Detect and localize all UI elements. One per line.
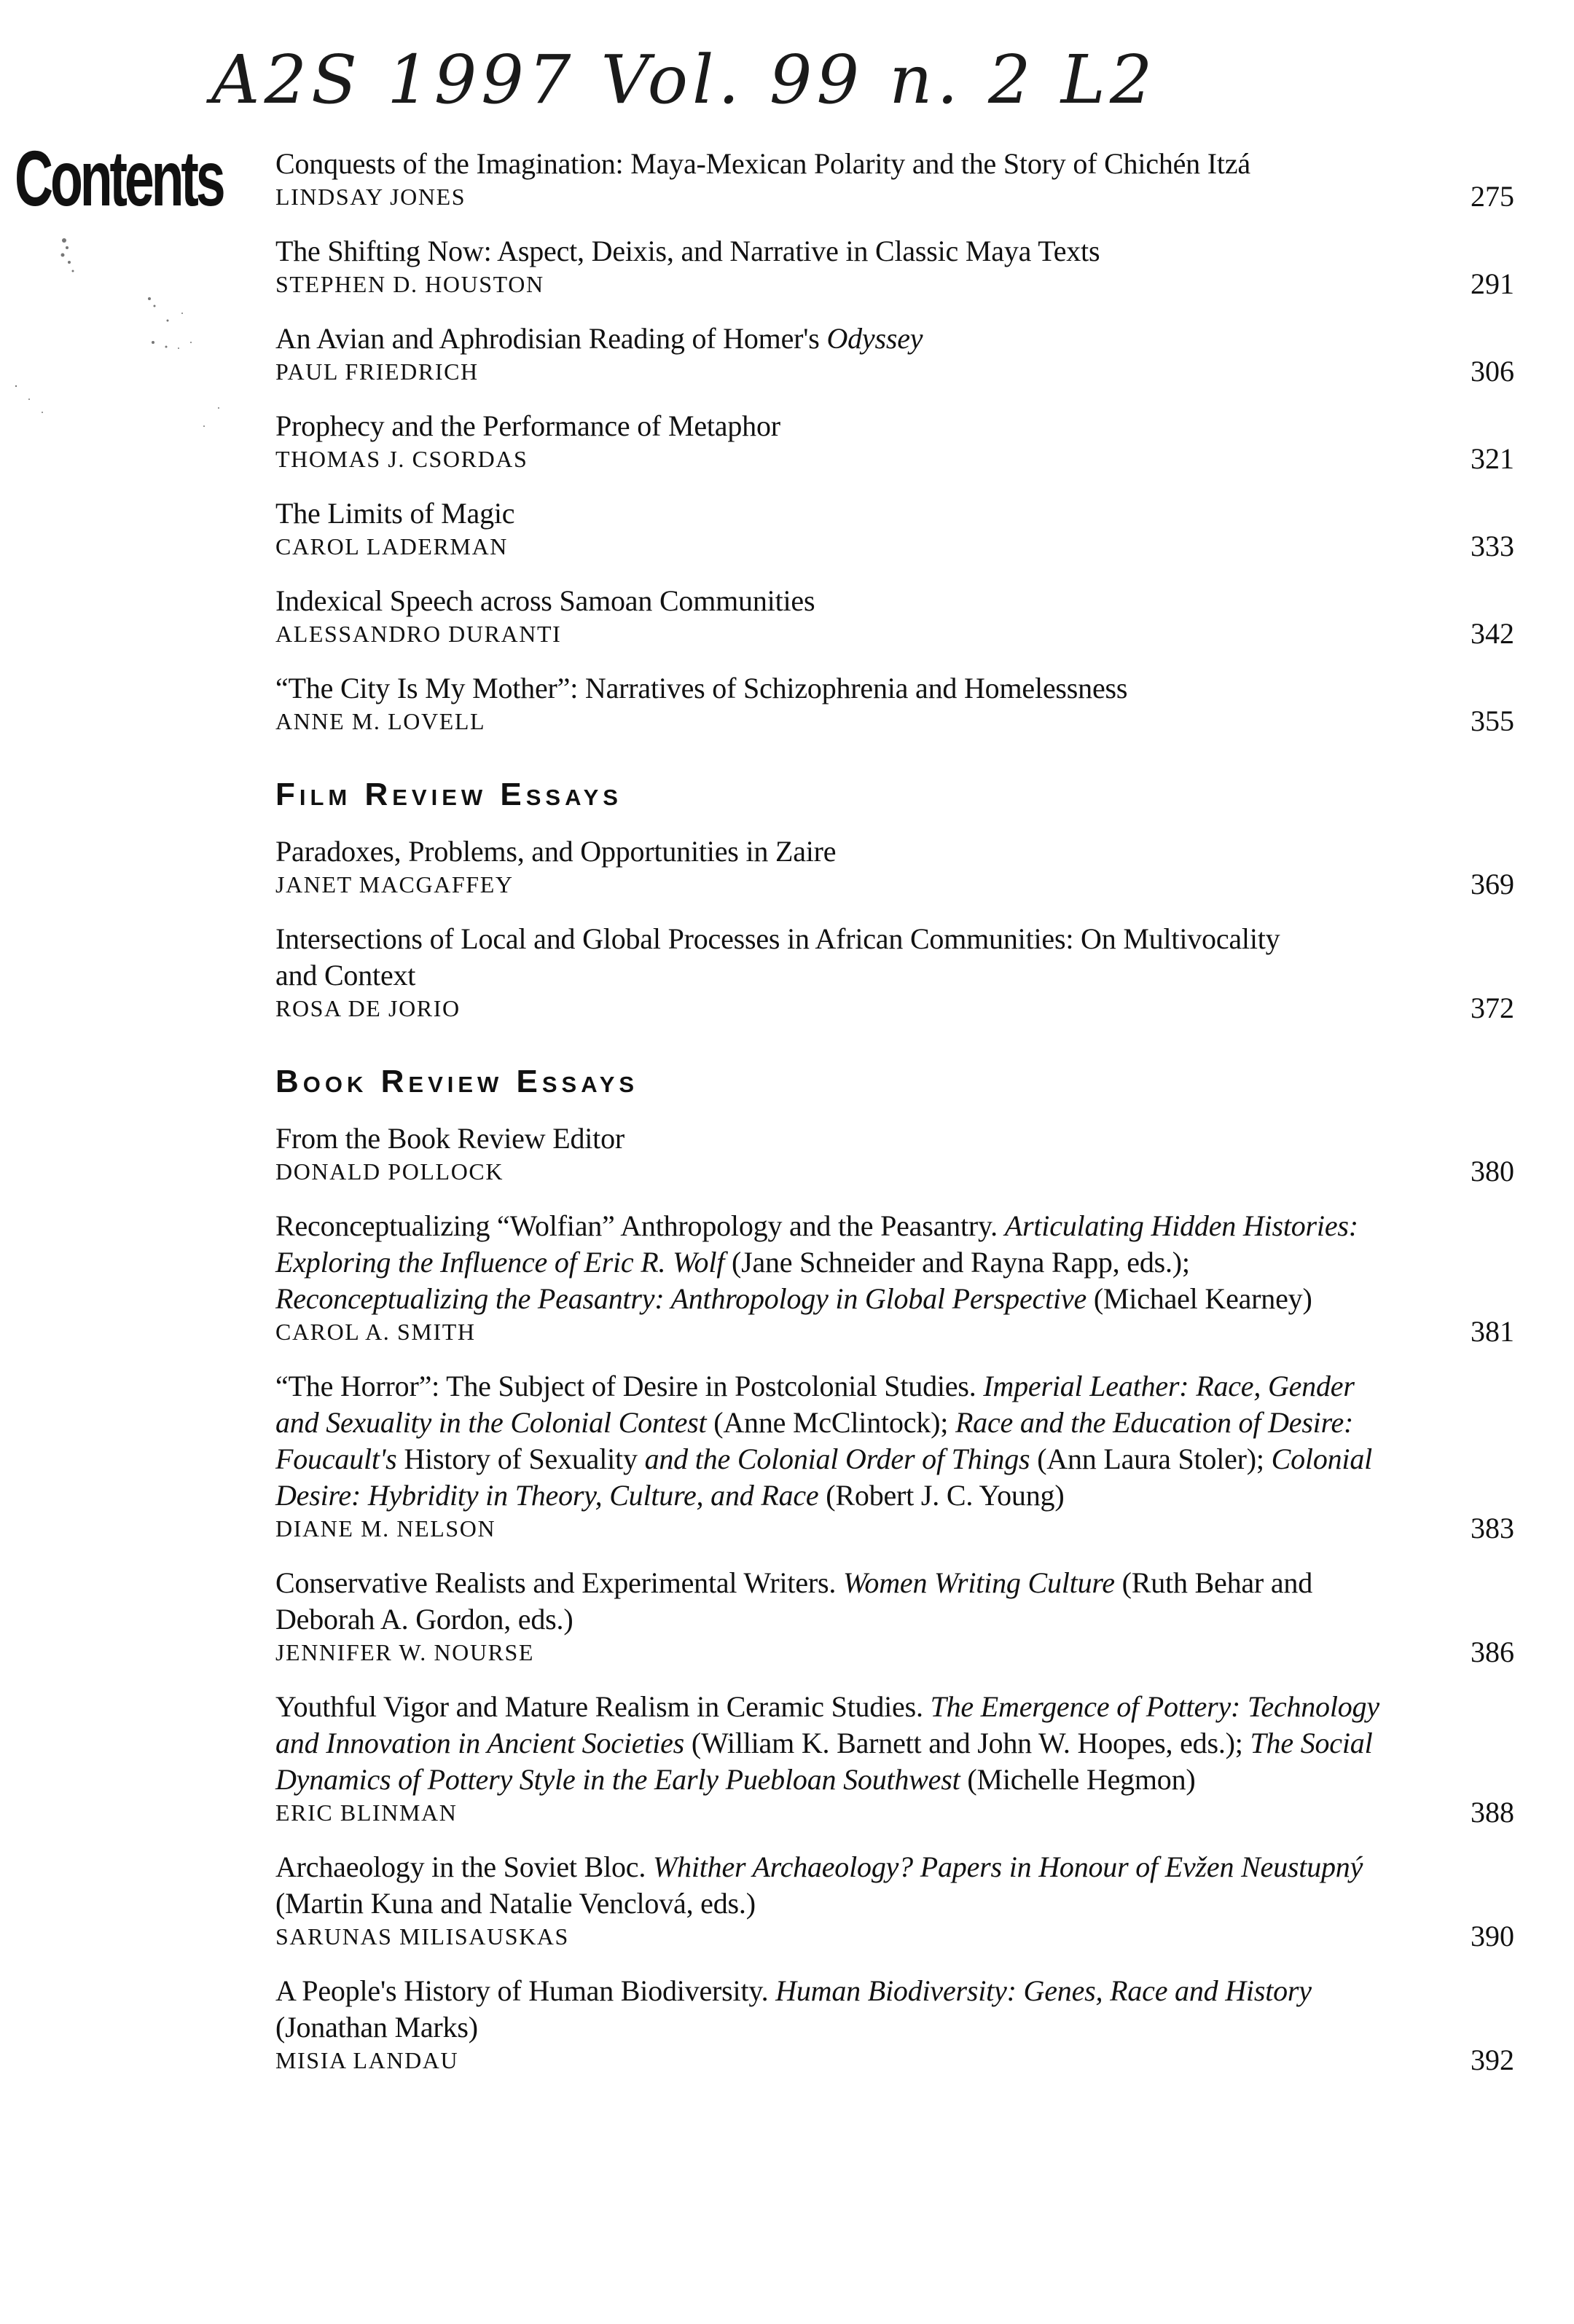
entry-book-title: Reconceptualizing the Peasantry: Anthropology in Global Perspective (275, 1282, 1087, 1315)
table-of-contents (275, 146, 1514, 2097)
handwritten-call-number: A2S 1997 Vol. 99 n. 2 L2 (211, 41, 1157, 119)
entry-author: ROSA DE JORIO (275, 995, 461, 1021)
entry-book-title: Women Writing Culture (842, 1566, 1115, 1599)
entry-title-text: (Jonathan Marks) (275, 2011, 478, 2044)
entry-page-number: 355 (1471, 704, 1514, 737)
entry-author: JANET MACGAFFEY (275, 871, 514, 898)
entry-title: Indexical Speech across Samoan Communities (275, 584, 815, 617)
scan-specks (0, 0, 291, 510)
list-item[interactable] (275, 233, 1514, 299)
entry-book-title: The Emergence of Pottery: Technology and Innovation in Ancient Societies (275, 1690, 1379, 1759)
entry-title: Intersections of Local and Global Processes in African Communities: On Multivocality and Context (275, 922, 1280, 992)
entry-title (275, 1368, 1398, 1514)
entry-book-title: and the Colonial Order of Things (637, 1442, 1030, 1475)
entry-author: MISIA LANDAU (275, 2047, 459, 2073)
entry-title-text: (Michael Kearney) (1086, 1282, 1312, 1315)
entry-page-number: 275 (1471, 180, 1514, 213)
entry-author: ANNE M. LOVELL (275, 708, 486, 734)
section-heading-book-review: Book Review Essays (275, 1064, 639, 1099)
entry-book-title: The Social Dynamics of Pottery Style in the Early Puebloan Southwest (275, 1727, 1373, 1796)
entry-author: LINDSAY JONES (275, 184, 466, 210)
entry-title (275, 1689, 1398, 1798)
entry-title: Conquests of the Imagination: Maya-Mexican Polarity and the Story of Chichén Itzá (275, 147, 1250, 180)
list-item[interactable] (275, 670, 1514, 736)
entry-page-number: 291 (1471, 267, 1514, 300)
list-item[interactable] (275, 495, 1514, 561)
entry-title-text: (Robert J. C. Young) (818, 1479, 1065, 1512)
entry-title (275, 1973, 1398, 2046)
list-item[interactable] (275, 321, 1514, 386)
entry-author: ERIC BLINMAN (275, 1799, 458, 1826)
entry-book-title: Articulating Hidden Histories: Exploring the Influence of Eric R. Wolf (275, 1209, 1358, 1279)
entry-author: DIANE M. NELSON (275, 1515, 496, 1542)
entry-title: Prophecy and the Performance of Metaphor (275, 409, 780, 442)
list-item[interactable] (275, 1849, 1514, 1951)
entry-page-number: 342 (1471, 617, 1514, 650)
entry-book-title: Imperial Leather: Race, Gender and Sexuality in the Colonial Contest (275, 1370, 1355, 1439)
entry-book-title: Colonial Desire: Hybridity in Theory, Culture, and Race (275, 1442, 1373, 1512)
list-item[interactable] (275, 146, 1514, 211)
entry-author: PAUL FRIEDRICH (275, 358, 479, 385)
list-item[interactable] (275, 833, 1514, 899)
entry-author: ALESSANDRO DURANTI (275, 621, 562, 647)
entry-title-text: Archaeology in the Soviet Bloc. (275, 1850, 653, 1883)
entry-page-number: 380 (1471, 1155, 1514, 1187)
entry-book-title: Race and the Education of Desire: Foucault's (275, 1406, 1354, 1475)
entry-title-text: An Avian and Aphrodisian Reading of Homer's (275, 322, 827, 355)
entry-author: CAROL LADERMAN (275, 533, 508, 560)
list-item[interactable] (275, 408, 1514, 474)
entry-author: CAROL A. SMITH (275, 1319, 476, 1345)
entry-title-text: Reconceptualizing “Wolfian” Anthropology and the Peasantry. (275, 1209, 1005, 1242)
entry-book-title: Whither Archaeology? Papers in Honour of Evžen Neustupný (652, 1850, 1363, 1883)
entry-author: DONALD POLLOCK (275, 1158, 504, 1185)
entry-page-number: 381 (1471, 1315, 1514, 1348)
list-item[interactable] (275, 1368, 1514, 1543)
entry-title-text: (Ruth Behar and Deborah A. Gordon, eds.) (275, 1566, 1313, 1636)
entry-title-italic: Odyssey (826, 322, 923, 355)
entry-book-title: Human Biodiversity: Genes, Race and History (775, 1974, 1312, 2007)
list-item[interactable] (275, 1565, 1514, 1667)
entry-page-number: 383 (1471, 1512, 1514, 1544)
entry-author: SARUNAS MILISAUSKAS (275, 1923, 569, 1950)
entry-page-number: 369 (1471, 868, 1514, 900)
list-item[interactable] (275, 1973, 1514, 2075)
entry-page-number: 388 (1471, 1796, 1514, 1829)
entry-title: The Limits of Magic (275, 497, 515, 530)
entry-page-number: 386 (1471, 1636, 1514, 1668)
entry-author: STEPHEN D. HOUSTON (275, 271, 544, 297)
list-item[interactable] (275, 1120, 1514, 1186)
entry-page-number: 372 (1471, 992, 1514, 1024)
section-heading-film-review: Film Review Essays (275, 777, 622, 812)
entry-page-number: 306 (1471, 355, 1514, 388)
entry-page-number: 321 (1471, 442, 1514, 475)
entry-title-text: Youthful Vigor and Mature Realism in Ceramic Studies. (275, 1690, 931, 1723)
entry-author: JENNIFER W. NOURSE (275, 1639, 535, 1665)
list-item[interactable] (275, 1689, 1514, 1827)
entry-title: The Shifting Now: Aspect, Deixis, and Narrative in Classic Maya Texts (275, 235, 1100, 267)
entry-title: From the Book Review Editor (275, 1122, 624, 1155)
entry-title-text: History of Sexuality (404, 1442, 638, 1475)
entry-title (275, 321, 1398, 357)
entry-title-text: “The Horror”: The Subject of Desire in Postcolonial Studies. (275, 1370, 984, 1402)
entry-page-number: 392 (1471, 2044, 1514, 2076)
entry-title-text: (Michelle Hegmon) (960, 1763, 1196, 1796)
entry-title (275, 1849, 1398, 1922)
entry-title (275, 1565, 1398, 1638)
entry-page-number: 333 (1471, 530, 1514, 562)
entry-page-number: 390 (1471, 1920, 1514, 1952)
entry-title-text: (Anne McClintock); (706, 1406, 955, 1439)
entry-title-text: (Jane Schneider and Rayna Rapp, eds.); (724, 1246, 1190, 1279)
list-item[interactable] (275, 1208, 1514, 1346)
list-item[interactable] (275, 583, 1514, 648)
page-title: Contents (15, 134, 223, 222)
entry-title-text: (Ann Laura Stoler); (1030, 1442, 1272, 1475)
entry-author: THOMAS J. CSORDAS (275, 446, 528, 472)
entry-title: “The City Is My Mother”: Narratives of Schizophrenia and Homelessness (275, 672, 1128, 704)
entry-title-text: A People's History of Human Biodiversity. (275, 1974, 776, 2007)
entry-title-text: (William K. Barnett and John W. Hoopes, eds.); (684, 1727, 1250, 1759)
entry-title: Paradoxes, Problems, and Opportunities in Zaire (275, 835, 837, 868)
entry-title-text: (Martin Kuna and Natalie Venclová, eds.) (275, 1887, 756, 1920)
list-item[interactable] (275, 921, 1514, 1023)
entry-title (275, 1208, 1398, 1317)
entry-title-text: Conservative Realists and Experimental Writers. (275, 1566, 843, 1599)
